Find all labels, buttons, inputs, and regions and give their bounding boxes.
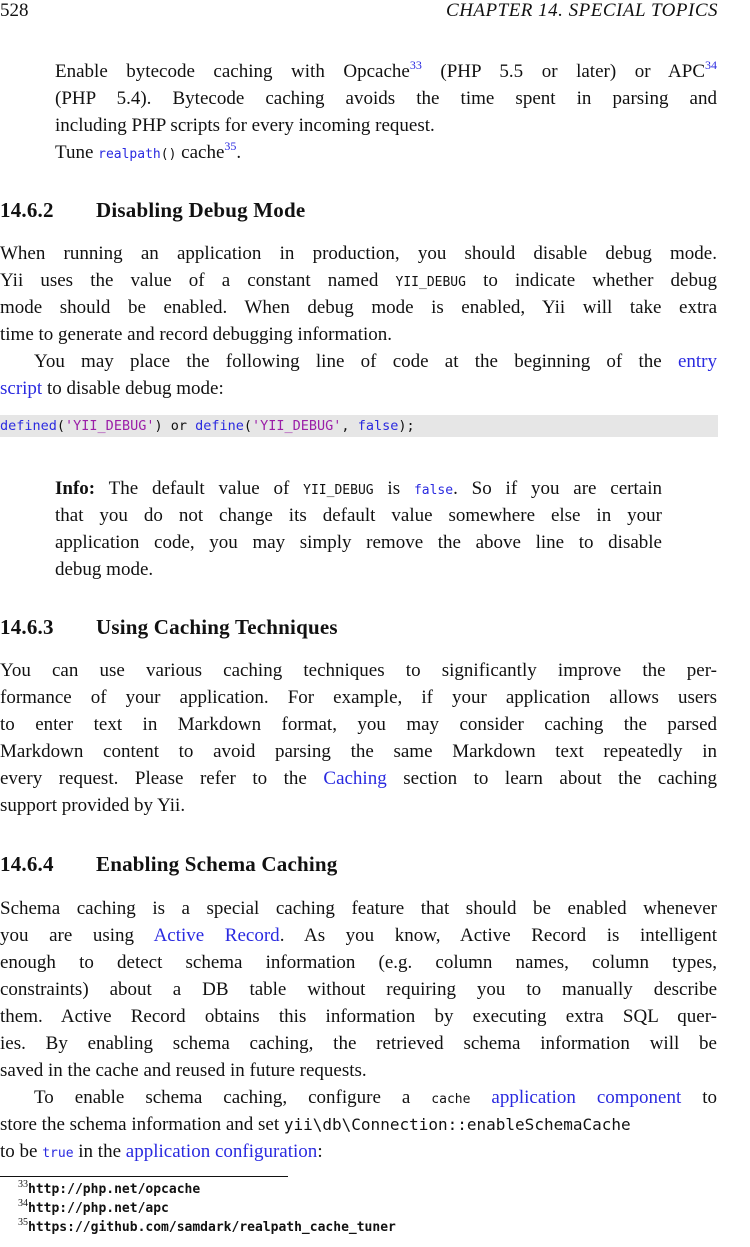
text-line [0, 348, 717, 375]
section-heading-14-6-4 [0, 852, 338, 877]
tune-suffix: cache [176, 142, 225, 163]
text-line: mode should be enabled. When debug mode is enabled, Yii will take extra [0, 297, 717, 318]
footnotes [18, 1180, 396, 1237]
text-line: You can use various caching techniques to significantly improve the per- [0, 660, 717, 681]
text-line [0, 922, 717, 949]
apc-text: (PHP 5.5 or later) or APC [421, 61, 706, 82]
code-fn-define: define [195, 418, 244, 434]
info-label: Info: [55, 478, 96, 499]
code-keyword-false: false [357, 418, 399, 434]
text-span: is [373, 478, 414, 499]
footnote-url[interactable]: http://php.net/apc [28, 1201, 169, 1216]
text-line: formance of your application. For example, if your application allows users [0, 687, 717, 708]
footnote-rule [0, 1176, 288, 1177]
code-string: 'YII_DEBUG' [252, 418, 342, 434]
text-span: . So if you are certain [453, 478, 662, 499]
footnote-number: 35 [18, 1217, 28, 1228]
text-line: Markdown content to avoid parsing the same Markdown text repeatedly in [0, 741, 717, 762]
section-title: Disabling Debug Mode [96, 198, 306, 222]
text-span: . As you know, Active Record is intelligent [279, 925, 718, 946]
section-number: 14.6.4 [0, 852, 54, 876]
entry-script-link[interactable]: entry [677, 351, 717, 372]
footnote-33 [18, 1180, 396, 1199]
code-block [0, 415, 718, 437]
code-fn-defined: defined [0, 418, 57, 434]
realpath-link[interactable]: realpath [98, 147, 161, 162]
text-span: section to learn about the caching [386, 768, 717, 789]
footnote-number: 33 [18, 1179, 28, 1190]
chapter-title: CHAPTER 14. SPECIAL TOPICS [446, 0, 718, 21]
opcache-line-2: (PHP 5.4). Bytecode caching avoids the time spent in parsing and [55, 88, 717, 109]
entry-script-link-cont[interactable]: script [0, 378, 43, 399]
tune-item [55, 139, 717, 166]
text-line [0, 1138, 717, 1165]
text-line: them. Active Record obtains this information by executing extra SQL quer- [0, 1006, 717, 1027]
text-span: to [681, 1087, 718, 1108]
footnote-url[interactable]: https://github.com/samdark/realpath_cache_tuner [28, 1220, 396, 1235]
text-line [0, 375, 717, 402]
text-span: Yii uses the value of a constant named [0, 270, 396, 291]
text-span: You may place the following line of code at the beginning of the [34, 351, 678, 372]
realpath-parens: () [160, 147, 177, 162]
code-string: 'YII_DEBUG' [65, 418, 155, 434]
text-line: application code, you may simply remove the above line to disable [55, 532, 662, 553]
text-line: that you do not change its default value somewhere else in your [55, 505, 662, 526]
section-title: Enabling Schema Caching [96, 852, 338, 876]
caching-link[interactable]: Caching [323, 768, 387, 789]
yii-debug-code: YII_DEBUG [303, 483, 374, 498]
code-punct: ( [56, 418, 66, 434]
tune-prefix: Tune [55, 142, 99, 163]
footnote-url[interactable]: http://php.net/opcache [28, 1182, 201, 1197]
code-punct: ); [398, 418, 415, 434]
footnote-34 [18, 1199, 396, 1218]
text-line: When running an application in production, you should disable debug mode. [0, 243, 717, 264]
text-line: to enter text in Markdown format, you may consider caching the parsed [0, 714, 717, 735]
text-line: support provided by Yii. [0, 795, 186, 816]
true-code: true [42, 1146, 74, 1161]
yii-debug-code: YII_DEBUG [395, 275, 466, 290]
code-punct: , [341, 418, 358, 434]
schema-paragraph-2 [0, 1084, 717, 1165]
info-box [55, 475, 662, 583]
text-span: to indicate whether debug [465, 270, 717, 291]
footnote-ref-34[interactable]: 34 [705, 58, 718, 72]
text-span: you are using [0, 925, 154, 946]
section-title: Using Caching Techniques [96, 615, 338, 639]
text-span: to be [0, 1141, 43, 1162]
text-line: Schema caching is a special caching feature that should be enabled whenever [0, 898, 717, 919]
text-line [0, 267, 717, 294]
page-number: 528 [0, 0, 29, 21]
application-configuration-link[interactable]: application configuration [125, 1141, 318, 1162]
text-span: in the [73, 1141, 126, 1162]
opcache-item [55, 58, 717, 166]
text-span: to disable debug mode: [42, 378, 224, 399]
enable-schema-cache-code: yii\db\Connection::enableSchemaCache [283, 1115, 631, 1134]
text-line: ies. By enabling schema caching, the retrieved schema information will be [0, 1033, 717, 1054]
footnote-ref-35[interactable]: 35 [224, 139, 237, 153]
text-span: every request. Please refer to the [0, 768, 324, 789]
opcache-text: Enable bytecode caching with Opcache [55, 61, 410, 82]
section-heading-14-6-3 [0, 615, 338, 640]
opcache-line-3: including PHP scripts for every incoming request. [55, 115, 435, 136]
application-component-link[interactable]: application component [491, 1087, 682, 1108]
code-punct: ( [243, 418, 253, 434]
text-line: enough to detect schema information (e.g. column names, column types, [0, 952, 717, 973]
footnote-35 [18, 1218, 396, 1237]
section-number: 14.6.3 [0, 615, 54, 639]
debug-paragraph-1 [0, 240, 717, 348]
running-header [0, 0, 718, 22]
caching-paragraph [0, 657, 717, 819]
section-heading-14-6-2 [0, 198, 305, 223]
cache-code: cache [431, 1092, 471, 1107]
false-code: false [413, 483, 454, 498]
footnote-ref-33[interactable]: 33 [409, 58, 422, 72]
text-span: The default value of [95, 478, 304, 499]
text-line: debug mode. [55, 559, 154, 580]
debug-paragraph-2 [0, 348, 717, 402]
code-punct: ) or [154, 418, 196, 434]
schema-paragraph-1 [0, 895, 717, 1084]
text-line [55, 475, 662, 502]
text-span: : [317, 1141, 323, 1162]
footnote-number: 34 [18, 1198, 28, 1209]
text-line [0, 765, 717, 792]
tune-end: . [236, 142, 242, 163]
text-line: constraints) about a DB table without requiring you to manually describe [0, 979, 717, 1000]
section-number: 14.6.2 [0, 198, 54, 222]
text-line: time to generate and record debugging information. [0, 324, 393, 345]
text-span: To enable schema caching, configure a [34, 1087, 432, 1108]
active-record-link[interactable]: Active Record [153, 925, 280, 946]
text-line [0, 1111, 750, 1138]
text-line: saved in the cache and reused in future requests. [0, 1060, 367, 1081]
text-line [0, 1084, 717, 1111]
text-span: store the schema information and set [0, 1114, 284, 1135]
